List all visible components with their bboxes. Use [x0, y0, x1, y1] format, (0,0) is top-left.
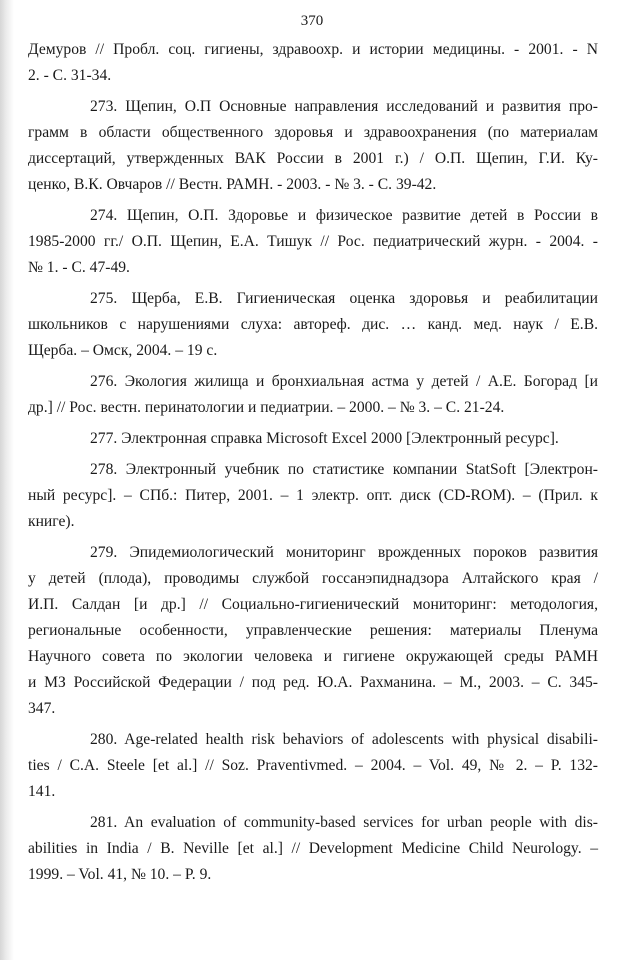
ref-280-line-1: 280. Age-related health risk behaviors of adolescents with physical disabili- — [90, 731, 598, 748]
ref-272-line-3: 2. - С. 31-34. — [28, 67, 112, 84]
ref-273-line-3: диссертаций, утвержденных ВАК России в 2001 г.) / О.П. Щепин, Г.И. Ку- — [28, 150, 598, 167]
ref-275-line-1: 275. Щерба, Е.В. Гигиеническая оценка здоровья и реабилитации — [90, 290, 598, 307]
page-number: 370 — [300, 13, 324, 29]
ref-281-line-1: 281. An evaluation of community-based services for urban people with dis- — [90, 814, 598, 831]
ref-279-line-2: у детей (плода), проводимы службой госсанэпиднадзора Алтайского края / — [28, 570, 598, 587]
scan-edge-shadow — [0, 0, 14, 960]
ref-278-line-2: ный ресурс]. – СПб.: Питер, 2001. – 1 электр. опт. диск (CD-ROM). – (Прил. к — [28, 487, 598, 504]
ref-276-line-2: др.] // Рос. вестн. перинатологии и педиатрии. – 2000. – № 3. – С. 21-24. — [28, 399, 505, 416]
ref-279-line-5: Научного совета по экологии человека и гигиене окружающей среды РАМН — [28, 648, 598, 665]
ref-273-line-4: ценко, В.К. Овчаров // Вестн. РАМН. - 2003. - № 3. - С. 39-42. — [28, 176, 437, 193]
ref-274-line-1: 274. Щепин, О.П. Здоровье и физическое развитие детей в России в — [90, 207, 598, 224]
ref-279-line-3: И.П. Салдан [и др.] // Социально-гигиенический мониторинг: методология, — [28, 596, 598, 613]
ref-275-line-2: школьников с нарушениями слуха: автореф. дис. … канд. мед. наук / Е.В. — [28, 316, 598, 333]
ref-279-line-1: 279. Эпидемиологический мониторинг врожденных пороков развития — [90, 544, 598, 561]
ref-274-line-3: № 1. - С. 47-49. — [28, 259, 130, 276]
ref-281-line-3: 1999. – Vol. 41, № 10. – P. 9. — [28, 866, 212, 883]
ref-280-line-2: ties / C.A. Steele [et al.] // Soz. Praventivmed. – 2004. – Vol. 49, № 2. – P. 132- — [28, 757, 598, 774]
ref-275-line-3: Щерба. – Омск, 2004. – 19 с. — [28, 342, 218, 359]
ref-280-line-3: 141. — [28, 783, 56, 800]
ref-273-line-2: грамм в области общественного здоровья и здравоохранения (по материалам — [28, 124, 598, 141]
ref-279-line-6: и МЗ Российской Федерации / под ред. Ю.А. Рахманина. – М., 2003. – С. 345- — [28, 674, 598, 691]
ref-272-line-2: Демуров // Пробл. соц. гигиены, здравоохр. и истории медицины. - 2001. - N — [28, 41, 598, 58]
ref-278-line-1: 278. Электронный учебник по статистике компании StatSoft [Электрон- — [90, 461, 598, 478]
ref-279-line-4: региональные особенности, управленческие решения: материалы Пленума — [28, 622, 598, 639]
ref-277-line-1: 277. Электронная справка Microsoft Excel 2000 [Электронный ресурс]. — [90, 430, 559, 447]
ref-278-line-3: книге). — [28, 513, 75, 530]
ref-281-line-2: abilities in India / B. Neville [et al.] // Development Medicine Child Neurology. – — [28, 840, 598, 857]
ref-273-line-1: 273. Щепин, О.П Основные направления исследований и развития про- — [90, 98, 598, 115]
ref-274-line-2: 1985-2000 гг./ О.П. Щепин, Е.А. Тишук // Рос. педиатрический журн. - 2004. - — [28, 233, 598, 250]
ref-279-line-7: 347. — [28, 700, 56, 717]
ref-276-line-1: 276. Экология жилища и бронхиальная астма у детей / А.Е. Богорад [и — [90, 373, 598, 390]
